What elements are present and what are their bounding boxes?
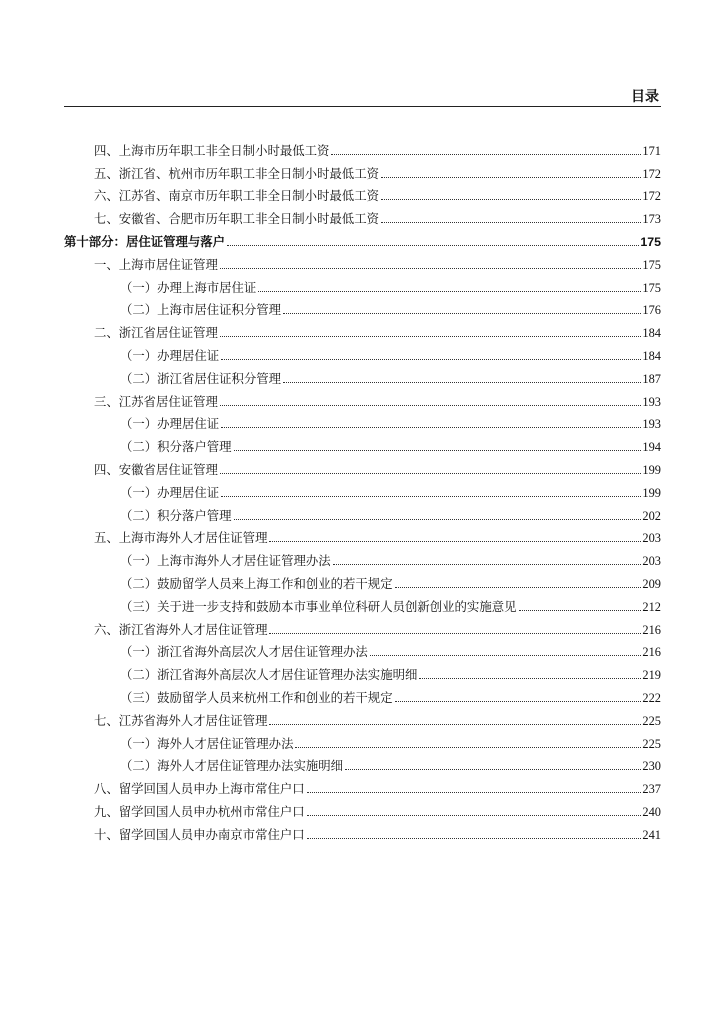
toc-page-number: 194	[642, 440, 661, 455]
toc-dot-leader	[221, 358, 641, 360]
toc-subsection-entry[interactable]	[64, 752, 661, 775]
page-header-title: 目录	[631, 89, 659, 105]
toc-page-number: 176	[642, 303, 661, 318]
toc-section-entry[interactable]	[64, 524, 661, 547]
toc-dot-leader	[381, 221, 641, 223]
toc-entry-title: （一）办理居住证	[120, 347, 220, 363]
toc-page-number: 184	[642, 326, 661, 341]
toc-section-entry[interactable]	[64, 159, 661, 182]
table-of-contents	[64, 136, 661, 843]
toc-entry-title: 六、浙江省海外人才居住证管理	[94, 621, 268, 637]
toc-page-number: 216	[642, 645, 661, 660]
toc-section-entry[interactable]	[64, 797, 661, 820]
toc-entry-title: 七、江苏省海外人才居住证管理	[94, 712, 268, 728]
toc-dot-leader	[283, 312, 641, 314]
toc-page-number: 199	[642, 462, 661, 477]
toc-dot-leader	[269, 540, 641, 542]
toc-page-number: 219	[642, 668, 661, 683]
toc-dot-leader	[221, 426, 641, 428]
header-divider	[64, 106, 661, 107]
toc-subsection-entry[interactable]	[64, 478, 661, 501]
toc-dot-leader	[220, 335, 642, 337]
toc-entry-title: 四、安徽省居住证管理	[94, 461, 218, 477]
toc-page-number: 203	[642, 554, 661, 569]
toc-subsection-entry[interactable]	[64, 638, 661, 661]
toc-dot-leader	[307, 837, 642, 839]
toc-subsection-entry[interactable]	[64, 432, 661, 455]
toc-section-entry[interactable]	[64, 136, 661, 159]
toc-dot-leader	[370, 654, 642, 656]
toc-dot-leader	[220, 472, 642, 474]
toc-entry-title: （二）浙江省居住证积分管理	[120, 370, 282, 386]
toc-page-number: 240	[642, 804, 661, 819]
toc-page-number: 199	[642, 485, 661, 500]
toc-dot-leader	[331, 153, 641, 155]
toc-dot-leader	[345, 768, 641, 770]
toc-page-number: 175	[642, 280, 661, 295]
toc-entry-title: （二）积分落户管理	[120, 507, 232, 523]
toc-section-entry[interactable]	[64, 455, 661, 478]
toc-page-number: 172	[642, 166, 661, 181]
toc-dot-leader	[234, 449, 642, 451]
toc-dot-leader	[381, 176, 641, 178]
toc-subsection-entry[interactable]	[64, 341, 661, 364]
toc-dot-leader	[307, 791, 642, 793]
toc-page-number: 187	[642, 371, 661, 386]
toc-entry-title: 第十部分：居住证管理与落户	[64, 233, 226, 249]
toc-subsection-entry[interactable]	[64, 683, 661, 706]
toc-entry-title: （二）上海市居住证积分管理	[120, 302, 282, 318]
toc-subsection-entry[interactable]	[64, 410, 661, 433]
toc-page-number: 237	[642, 782, 661, 797]
toc-section-entry[interactable]	[64, 318, 661, 341]
toc-dot-leader	[269, 632, 641, 634]
toc-page-number: 203	[642, 531, 661, 546]
toc-page-number: 225	[642, 736, 661, 751]
toc-page-number: 172	[642, 189, 661, 204]
toc-page-number: 175	[642, 257, 661, 272]
toc-part-heading[interactable]	[64, 227, 661, 250]
toc-entry-title: 五、浙江省、杭州市历年职工非全日制小时最低工资	[94, 165, 379, 181]
toc-page-number: 212	[642, 599, 661, 614]
toc-page-number: 175	[640, 234, 661, 249]
toc-subsection-entry[interactable]	[64, 364, 661, 387]
toc-entry-title: 二、浙江省居住证管理	[94, 325, 218, 341]
toc-page-number: 171	[642, 143, 661, 158]
toc-section-entry[interactable]	[64, 615, 661, 638]
toc-page-number: 193	[642, 394, 661, 409]
toc-entry-title: （二）海外人才居住证管理办法实施明细	[120, 758, 344, 774]
toc-subsection-entry[interactable]	[64, 273, 661, 296]
toc-dot-leader	[234, 518, 642, 520]
toc-dot-leader	[519, 609, 642, 611]
toc-page-number: 241	[642, 827, 661, 842]
toc-section-entry[interactable]	[64, 204, 661, 227]
toc-dot-leader	[227, 244, 639, 246]
toc-section-entry[interactable]	[64, 250, 661, 273]
toc-subsection-entry[interactable]	[64, 729, 661, 752]
toc-entry-title: （一）上海市海外人才居住证管理办法	[120, 553, 331, 569]
toc-page-number: 225	[642, 713, 661, 728]
toc-entry-title: （一）办理上海市居住证	[120, 279, 257, 295]
toc-subsection-entry[interactable]	[64, 296, 661, 319]
toc-dot-leader	[419, 677, 641, 679]
toc-page-number: 230	[642, 759, 661, 774]
toc-page-number: 209	[642, 576, 661, 591]
toc-entry-title: 七、安徽省、合肥市历年职工非全日制小时最低工资	[94, 211, 379, 227]
toc-entry-title: （一）浙江省海外高层次人才居住证管理办法	[120, 644, 368, 660]
toc-entry-title: （二）鼓励留学人员来上海工作和创业的若干规定	[120, 575, 393, 591]
toc-subsection-entry[interactable]	[64, 569, 661, 592]
toc-page-number: 193	[642, 417, 661, 432]
toc-entry-title: （三）鼓励留学人员来杭州工作和创业的若干规定	[120, 689, 393, 705]
toc-entry-title: （一）海外人才居住证管理办法	[120, 735, 294, 751]
toc-page-number: 184	[642, 348, 661, 363]
toc-page-number: 202	[642, 508, 661, 523]
toc-dot-leader	[295, 746, 641, 748]
toc-entry-title: （二）浙江省海外高层次人才居住证管理办法实施明细	[120, 667, 418, 683]
toc-dot-leader	[258, 290, 641, 292]
toc-dot-leader	[220, 404, 642, 406]
toc-section-entry[interactable]	[64, 820, 661, 843]
toc-dot-leader	[221, 495, 641, 497]
toc-entry-title: 六、江苏省、南京市历年职工非全日制小时最低工资	[94, 188, 379, 204]
toc-section-entry[interactable]	[64, 387, 661, 410]
toc-entry-title: （二）积分落户管理	[120, 439, 232, 455]
toc-entry-title: 三、江苏省居住证管理	[94, 393, 218, 409]
toc-section-entry[interactable]	[64, 182, 661, 205]
toc-section-entry[interactable]	[64, 706, 661, 729]
toc-entry-title: 一、上海市居住证管理	[94, 256, 218, 272]
toc-dot-leader	[269, 723, 641, 725]
toc-subsection-entry[interactable]	[64, 592, 661, 615]
toc-entry-title: （一）办理居住证	[120, 416, 220, 432]
toc-subsection-entry[interactable]	[64, 546, 661, 569]
toc-entry-title: 十、留学回国人员申办南京市常住户口	[94, 826, 305, 842]
toc-dot-leader	[220, 267, 642, 269]
toc-section-entry[interactable]	[64, 774, 661, 797]
toc-subsection-entry[interactable]	[64, 660, 661, 683]
toc-page-number: 216	[642, 622, 661, 637]
toc-page-number: 173	[642, 212, 661, 227]
toc-entry-title: 四、上海市历年职工非全日制小时最低工资	[94, 142, 330, 158]
toc-page-number: 222	[642, 690, 661, 705]
toc-entry-title: （三）关于进一步支持和鼓励本市事业单位科研人员创新创业的实施意见	[120, 598, 517, 614]
toc-dot-leader	[283, 381, 641, 383]
toc-dot-leader	[395, 586, 642, 588]
toc-entry-title: 九、留学回国人员申办杭州市常住户口	[94, 803, 305, 819]
toc-dot-leader	[395, 700, 642, 702]
toc-subsection-entry[interactable]	[64, 501, 661, 524]
toc-entry-title: 五、上海市海外人才居住证管理	[94, 530, 268, 546]
toc-dot-leader	[333, 563, 642, 565]
toc-dot-leader	[307, 814, 642, 816]
toc-entry-title: 八、留学回国人员申办上海市常住户口	[94, 781, 305, 797]
toc-dot-leader	[381, 198, 641, 200]
toc-entry-title: （一）办理居住证	[120, 484, 220, 500]
